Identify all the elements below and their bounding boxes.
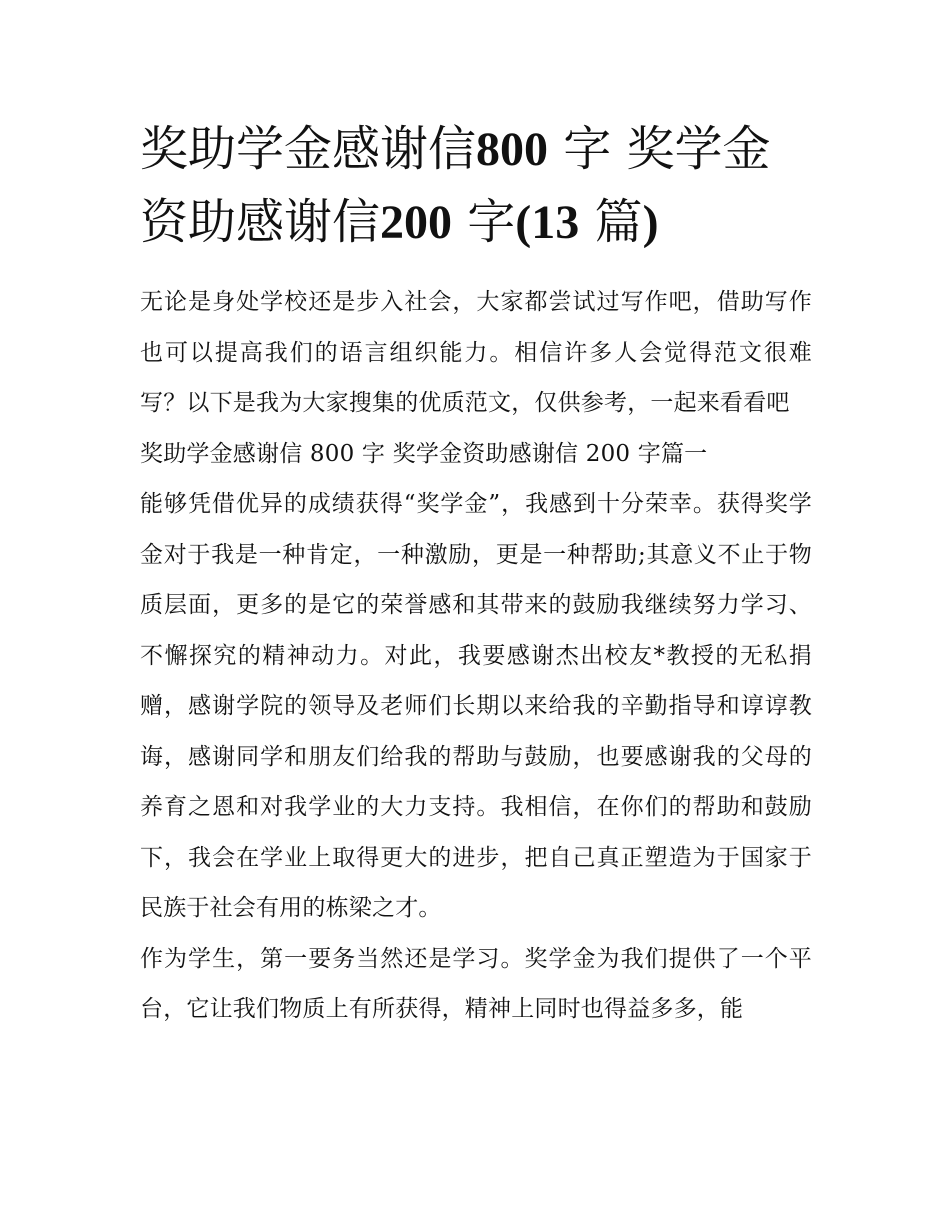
title-number-1: 800 (476, 123, 549, 176)
document-page (140, 113, 812, 1035)
body-paragraph-1: 能够凭借优异的成绩获得“奖学金”，我感到十分荣幸。获得奖学金对于我是一种肯定，一种激励，更是一种帮助;其意义不止于物质层面，更多的是它的荣誉感和其带来的鼓励我继续努力学习、不懈探究的精神动力。对此，我要感谢杰出校友*教授的无私捐赠，感谢学院的领导及老师们长期以来给我的辛勤指导和谆谆教诲，感谢同学和朋友们给我的帮助与鼓励，也要感谢我的父母的养育之恩和对我学业的大力支持。我相信，在你们的帮助和鼓励下，我会在学业上取得更大的进步，把自己真正塑造为于国家于民族于社会有用的栋梁之才。 (140, 491, 812, 921)
title-part-3: 字 (467, 194, 516, 250)
title-part-2: 字 奖学金资助感谢信 (140, 121, 771, 250)
title-number-3: (13 (515, 196, 580, 249)
intro-paragraph: 无论是身处学校还是步入社会，大家都尝试过写作吧，借助写作也可以提高我们的语言组织能力。相信许多人会觉得范文很难写？以下是我为大家搜集的优质范文，仅供参考，一起来看看吧 (140, 289, 812, 416)
title-number-4: ) (642, 196, 659, 249)
title-part-1: 奖助学金感谢信 (140, 121, 477, 177)
title-part-4: 篇 (594, 194, 643, 250)
document-title (140, 113, 812, 259)
section-heading: 奖助学金感谢信 800 字 奖学金资助感谢信 200 字篇一 (140, 440, 708, 467)
body-paragraph-2: 作为学生，第一要务当然还是学习。奖学金为我们提供了一个平台，它让我们物质上有所获得，精神上同时也得益多多，能 (140, 945, 812, 1022)
title-number-2: 200 (380, 196, 453, 249)
